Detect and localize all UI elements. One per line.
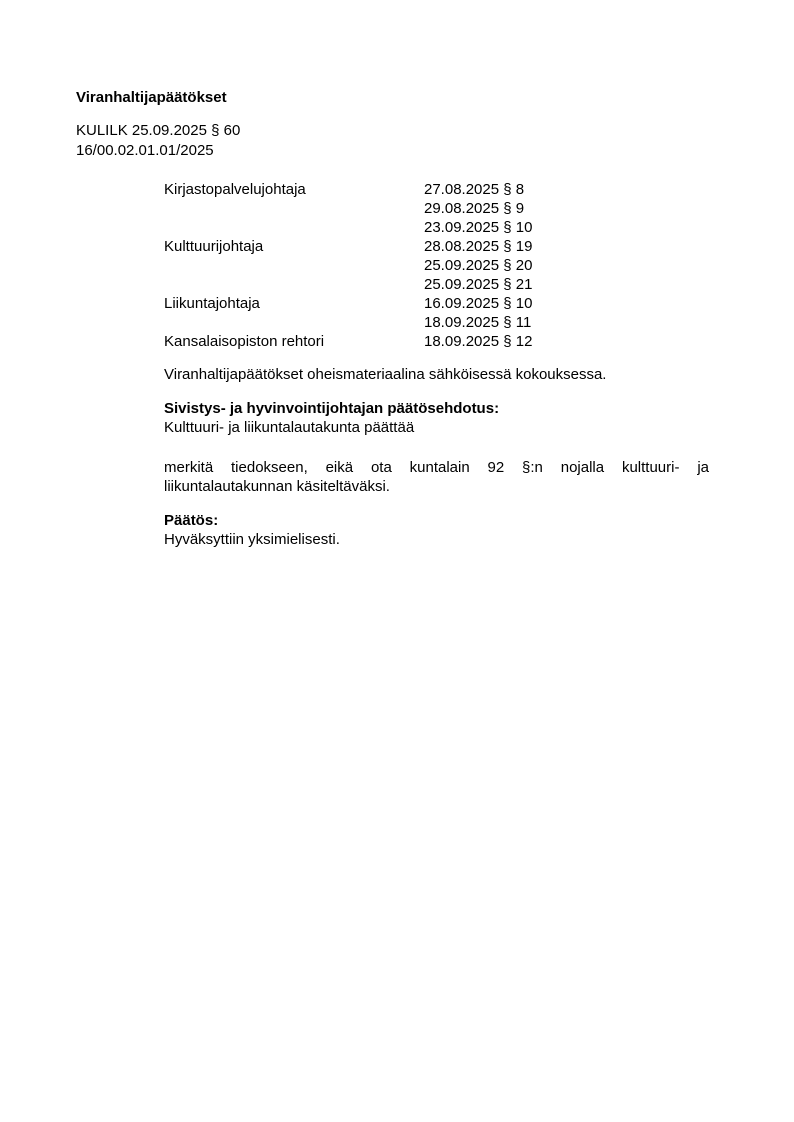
document-body — [164, 180, 709, 549]
officer-title — [164, 275, 424, 294]
decision-date-entry: 25.09.2025 § 20 — [424, 257, 533, 274]
reference-block — [76, 121, 716, 161]
officer-title: Kansalaisopiston rehtori — [164, 333, 325, 350]
decision-date-entry: 25.09.2025 § 21 — [424, 276, 533, 293]
page-title: Viranhaltijapäätökset — [76, 89, 227, 106]
decision-row — [164, 218, 709, 237]
decision-row — [164, 180, 709, 199]
decision-date-entry: 18.09.2025 § 12 — [424, 333, 533, 350]
decision-list — [164, 180, 709, 351]
decision-date-entry: 28.08.2025 § 19 — [424, 238, 533, 255]
decision-date-entry: 27.08.2025 § 8 — [424, 181, 525, 198]
proposal-block — [164, 399, 709, 437]
officer-title — [164, 199, 424, 218]
decision-row — [164, 313, 709, 332]
decision-heading: Päätös: — [164, 512, 219, 529]
decision-row — [164, 332, 709, 351]
decision-text: Hyväksyttiin yksimielisesti. — [164, 531, 340, 548]
officer-title: Kirjastopalvelujohtaja — [164, 181, 306, 198]
proposal-intro: Kulttuuri- ja liikuntalautakunta päättää — [164, 419, 415, 436]
decision-date-entry: 16.09.2025 § 10 — [424, 295, 533, 312]
officer-title: Kulttuurijohtaja — [164, 238, 264, 255]
decision-date-entry: 29.08.2025 § 9 — [424, 200, 525, 217]
decision-row — [164, 199, 709, 218]
decision-date-entry: 18.09.2025 § 11 — [424, 314, 532, 331]
decision-row — [164, 256, 709, 275]
decision-row — [164, 294, 709, 313]
officer-title — [164, 218, 424, 237]
officer-title: Liikuntajohtaja — [164, 295, 260, 312]
decision-row — [164, 275, 709, 294]
proposal-text: merkitä tiedokseen, eikä ota kuntalain 92 §:n nojalla kulttuuri- ja liikuntalautakunnan käsiteltäväksi. — [164, 459, 709, 495]
decision-block — [164, 511, 709, 549]
officer-title — [164, 256, 424, 275]
proposal-heading: Sivistys- ja hyvinvointijohtajan päätösehdotus: — [164, 400, 500, 417]
diary-number: 16/00.02.01.01/2025 — [76, 142, 214, 159]
case-reference: KULILK 25.09.2025 § 60 — [76, 122, 241, 139]
officer-title — [164, 313, 424, 332]
attachment-note: Viranhaltijapäätökset oheismateriaalina sähköisessä kokouksessa. — [164, 366, 607, 383]
decision-date-entry: 23.09.2025 § 10 — [424, 219, 533, 236]
decision-row — [164, 237, 709, 256]
